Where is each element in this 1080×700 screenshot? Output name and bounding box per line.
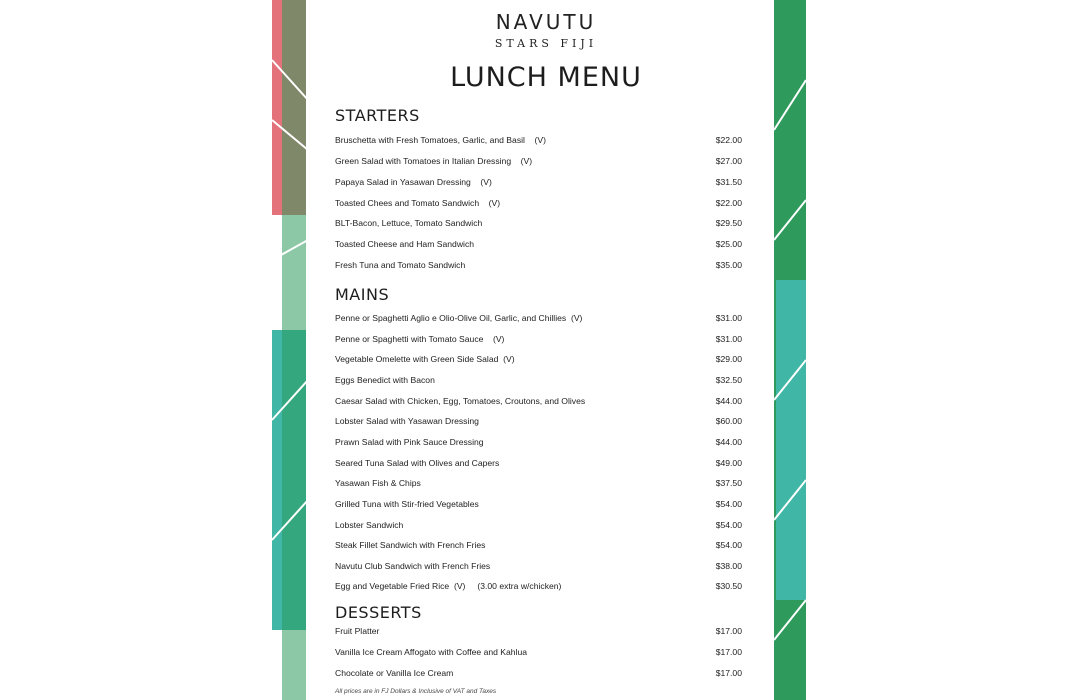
menu-item: [335, 668, 742, 682]
item-name: Egg and Vegetable Fried Rice (V) (3.00 extra w/chicken): [335, 581, 562, 591]
menu-item: [335, 218, 742, 232]
brand-subtitle: STARS FIJI: [494, 37, 598, 50]
menu-item: [335, 177, 742, 191]
item-name: Navutu Club Sandwich with French Fries: [335, 561, 491, 571]
item-price: $38.00: [715, 561, 742, 571]
item-price: $32.50: [715, 375, 742, 385]
menu-item: [335, 396, 742, 410]
item-price: $44.00: [715, 437, 742, 447]
item-name: Penne or Spaghetti Aglio e Olio-Olive Oil, Garlic, and Chillies (V): [335, 313, 583, 323]
item-price: $31.50: [715, 177, 742, 187]
item-price: $35.00: [715, 260, 742, 270]
item-name: Prawn Salad with Pink Sauce Dressing: [335, 437, 484, 447]
item-price: $54.00: [715, 540, 742, 550]
item-price: $49.00: [715, 458, 742, 468]
item-name: Bruschetta with Fresh Tomatoes, Garlic, and Basil (V): [335, 135, 546, 145]
item-name: Fresh Tuna and Tomato Sandwich: [335, 260, 466, 270]
item-price: $29.50: [715, 218, 742, 228]
item-price: $54.00: [715, 520, 742, 530]
menu-item: [335, 375, 742, 389]
menu-item: [335, 581, 742, 595]
item-price: $31.00: [715, 313, 742, 323]
menu-item: [335, 458, 742, 472]
item-name: Fruit Platter: [335, 626, 380, 636]
teal-leaf-shape-right: [776, 280, 806, 600]
menu-item: [335, 540, 742, 554]
item-price: $54.00: [715, 499, 742, 509]
menu-item: [335, 416, 742, 430]
item-name: Yasawan Fish & Chips: [335, 478, 421, 488]
menu-item: [335, 313, 742, 327]
item-price: $17.00: [715, 626, 742, 636]
item-name: Toasted Chees and Tomato Sandwich (V): [335, 198, 501, 208]
item-price: $22.00: [715, 198, 742, 208]
item-name: Green Salad with Tomatoes in Italian Dressing (V): [335, 156, 533, 166]
item-price: $44.00: [715, 396, 742, 406]
item-name: Penne or Spaghetti with Tomato Sauce (V): [335, 334, 505, 344]
item-name: Lobster Sandwich: [335, 520, 404, 530]
item-price: $17.00: [715, 668, 742, 678]
menu-item: [335, 260, 742, 274]
menu-item: [335, 499, 742, 513]
item-name: Steak Fillet Sandwich with French Fries: [335, 540, 486, 550]
menu-item: [335, 626, 742, 640]
menu-item: [335, 135, 742, 149]
item-name: Toasted Cheese and Ham Sandwich: [335, 239, 475, 249]
menu-item: [335, 354, 742, 368]
item-price: $60.00: [715, 416, 742, 426]
item-price: $27.00: [715, 156, 742, 166]
menu-item: [335, 561, 742, 575]
brand-name: NAVUTU: [495, 10, 597, 34]
item-name: Grilled Tuna with Stir-fried Vegetables: [335, 499, 479, 509]
menu-card: [306, 0, 774, 700]
item-price: $29.00: [715, 354, 742, 364]
menu-item: [335, 478, 742, 492]
menu-title: LUNCH MENU: [450, 62, 642, 93]
item-name: Vanilla Ice Cream Affogato with Coffee and Kahlua: [335, 647, 528, 657]
item-price: $37.50: [715, 478, 742, 488]
menu-item: [335, 520, 742, 534]
menu-item: [335, 198, 742, 212]
price-footnote: All prices are in FJ Dollars & Inclusive of VAT and Taxes: [335, 688, 497, 695]
item-price: $22.00: [715, 135, 742, 145]
section-heading-desserts: DESSERTS: [335, 603, 422, 622]
item-price: $25.00: [715, 239, 742, 249]
item-name: Caesar Salad with Chicken, Egg, Tomatoes, Croutons, and Olives: [335, 396, 586, 406]
item-price: $30.50: [715, 581, 742, 591]
item-name: Vegetable Omelette with Green Side Salad (V): [335, 354, 515, 364]
item-name: Eggs Benedict with Bacon: [335, 375, 435, 385]
menu-item: [335, 334, 742, 348]
menu-item: [335, 156, 742, 170]
menu-item: [335, 647, 742, 661]
item-price: $17.00: [715, 647, 742, 657]
section-heading-mains: MAINS: [335, 285, 390, 304]
section-heading-starters: STARTERS: [335, 106, 420, 125]
item-price: $31.00: [715, 334, 742, 344]
item-name: Chocolate or Vanilla Ice Cream: [335, 668, 454, 678]
item-name: Seared Tuna Salad with Olives and Capers: [335, 458, 500, 468]
menu-item: [335, 239, 742, 253]
item-name: BLT-Bacon, Lettuce, Tomato Sandwich: [335, 218, 483, 228]
item-name: Papaya Salad in Yasawan Dressing (V): [335, 177, 492, 187]
item-name: Lobster Salad with Yasawan Dressing: [335, 416, 479, 426]
menu-item: [335, 437, 742, 451]
